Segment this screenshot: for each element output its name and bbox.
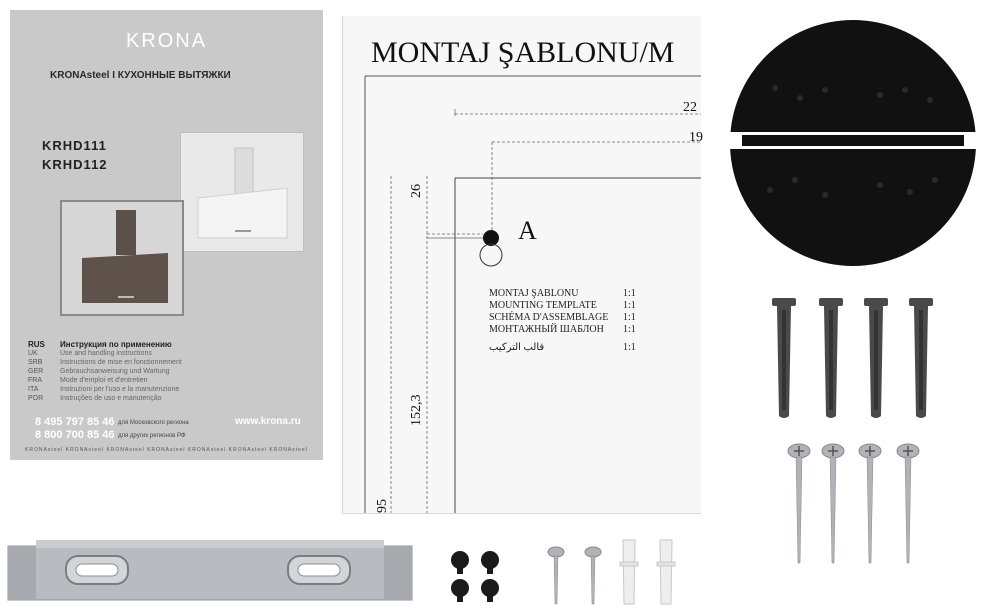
point-a-label: A xyxy=(518,216,537,245)
manual-subtitle: KRONAsteel I КУХОННЫЕ ВЫТЯЖКИ xyxy=(50,70,231,81)
template-line-scale: 1:1 xyxy=(623,300,636,311)
lang-text: Use and handling instructions xyxy=(60,350,152,357)
lang-text: Instruções de uso e manutenção xyxy=(60,395,162,402)
long-screw xyxy=(858,443,882,565)
template-line-scale: 1:1 xyxy=(623,342,636,353)
mounting-bracket xyxy=(8,540,412,604)
model-number-2: KRHD112 xyxy=(42,157,108,172)
wall-dowel xyxy=(772,298,796,420)
phone-number-2: 8 800 700 85 46 xyxy=(35,429,115,441)
lang-code: POR xyxy=(28,395,44,402)
long-screw xyxy=(787,443,811,565)
white-plug xyxy=(657,540,675,606)
mounting-template-sheet xyxy=(342,16,701,514)
small-screw xyxy=(584,546,602,606)
long-screw xyxy=(821,443,845,565)
dimension-152: 152,3 xyxy=(409,394,424,426)
phone-note-1: для Московского региона xyxy=(118,420,189,426)
lang-code: UK xyxy=(28,350,38,357)
template-line-label: قالب التركيب xyxy=(489,342,545,353)
phone-number-1: 8 495 797 85 46 xyxy=(35,416,115,428)
dimension-26: 26 xyxy=(409,184,424,198)
lang-text: Mode d'emploi et d'entretien xyxy=(60,377,148,384)
lang-text: Instructions de mise en fonctionnement xyxy=(60,359,182,366)
wall-dowel xyxy=(909,298,933,420)
template-line-label: MOUNTING TEMPLATE xyxy=(489,300,597,311)
small-black-screws xyxy=(448,550,504,606)
instruction-manual xyxy=(10,10,323,460)
lang-code: GER xyxy=(28,368,44,375)
hood-dark-image xyxy=(78,208,173,308)
brand-strip: KRONAsteel KRONAsteel KRONAsteel KRONAsteel KRONAsteel KRONAsteel KRONAsteel xyxy=(25,447,308,453)
dimension-95: 95 xyxy=(375,499,390,513)
lang-text: Instruzioni per l'uso e la manutenzione xyxy=(60,386,180,393)
phone-note-2: для других регионов РФ xyxy=(118,433,186,439)
dimension-top-1: 22 xyxy=(683,100,697,115)
website: www.krona.ru xyxy=(235,416,301,427)
dimension-top-2: 19 xyxy=(689,130,703,145)
wall-dowel xyxy=(864,298,888,420)
white-plug xyxy=(620,540,638,606)
lang-code: FRA xyxy=(28,377,42,384)
template-line-scale: 1:1 xyxy=(623,324,636,335)
black-vent-disc xyxy=(730,20,976,266)
lang-code: SRB xyxy=(28,359,43,366)
template-line-label: MONTAJ ŞABLONU xyxy=(489,288,579,299)
small-screw xyxy=(547,546,565,606)
template-line-scale: 1:1 xyxy=(623,288,636,299)
template-title: MONTAJ ŞABLONU/M xyxy=(371,36,675,69)
lang-text: Gebrauchsanweisung und Wartung xyxy=(60,368,170,375)
brand-logo: KRONA xyxy=(125,30,208,52)
model-number-1: KRHD111 xyxy=(42,138,107,153)
long-screw xyxy=(896,443,920,565)
template-line-label: МОНТАЖНЫЙ ШАБЛОН xyxy=(489,324,604,335)
template-drawing xyxy=(343,16,701,513)
template-line-scale: 1:1 xyxy=(623,312,636,323)
wall-dowel xyxy=(819,298,843,420)
lang-code-rus: RUS xyxy=(28,340,45,349)
hood-white-image xyxy=(190,138,295,246)
lang-code: ITA xyxy=(28,386,39,393)
lang-text-rus: Инструкция по применению xyxy=(60,340,172,349)
template-line-label: SCHÉMA D'ASSEMBLAGE xyxy=(489,312,609,323)
